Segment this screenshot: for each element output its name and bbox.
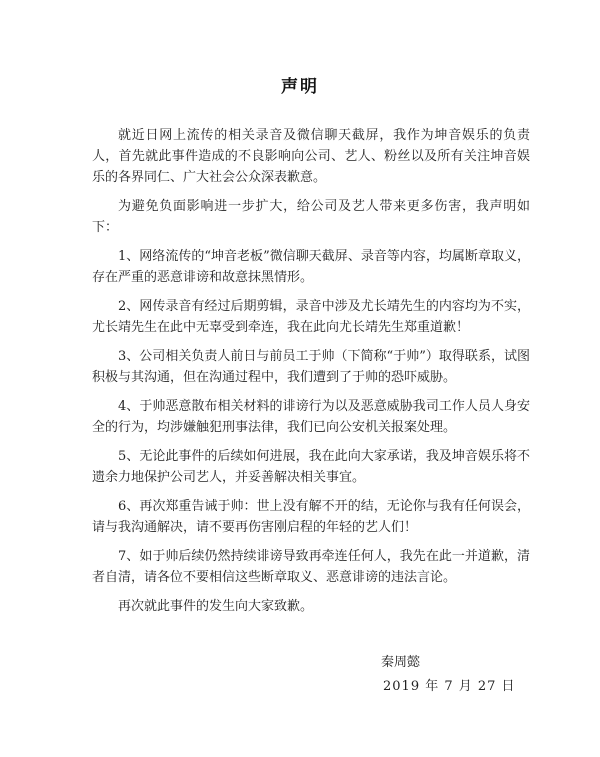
paragraph-item-2: 2、网传录音有经过后期剪辑，录音中涉及尤长靖先生的内容均为不实，尤长靖先生在此中无辜受到牵连，我在此向尤长靖先生郑重道歉！ <box>92 299 530 335</box>
paragraph-item-5: 5、无论此事件的后续如何进展，我在此向大家承诺，我及坤音娱乐将不遗余力地保护公司艺人，并妥善解决相关事宜。 <box>92 449 530 485</box>
paragraph-declaration-lead: 为避免负面影响进一步扩大，给公司及艺人带来更多伤害，我声明如下： <box>92 199 530 235</box>
paragraph-intro: 就近日网上流传的相关录音及微信聊天截屏，我作为坤音娱乐的负责人，首先就此事件造成的不良影响向公司、艺人、粉丝以及所有关注坤音娱乐的各界同仁、广大社会公众深表歉意。 <box>92 128 530 185</box>
paragraph-item-7: 7、如于帅后续仍然持续诽谤导致再牵连任何人，我先在此一并道歉，清者自清，请各位不要相信这些断章取义、恶意诽谤的违法言论。 <box>92 549 530 585</box>
signature-date: 2019 年 7 月 27 日 <box>383 679 516 694</box>
paragraph-item-1: 1、网络流传的“坤音老板”微信聊天截屏、录音等内容，均属断章取义，存在严重的恶意诽谤和故意抹黑情形。 <box>92 249 530 285</box>
paragraph-item-3: 3、公司相关负责人前日与前员工于帅（下简称“于帅”）取得联系，试图积极与其沟通，但在沟通过程中，我们遭到了于帅的恐吓威胁。 <box>92 349 530 385</box>
statement-body <box>92 125 530 625</box>
paragraph-item-4: 4、于帅恶意散布相关材料的诽谤行为以及恶意威胁我司工作人员人身安全的行为，均涉嫌触犯刑事法律，我们已向公安机关报案处理。 <box>92 399 530 435</box>
signature-name: 秦周懿 <box>381 655 421 670</box>
paragraph-closing: 再次就此事件的发生向大家致歉。 <box>118 599 314 614</box>
paragraph-item-6: 6、再次郑重告诫于帅：世上没有解不开的结，无论你与我有任何误会，请与我沟通解决，请不要再伤害刚启程的年轻的艺人们！ <box>92 499 530 535</box>
document-title: 声明 <box>281 77 319 97</box>
